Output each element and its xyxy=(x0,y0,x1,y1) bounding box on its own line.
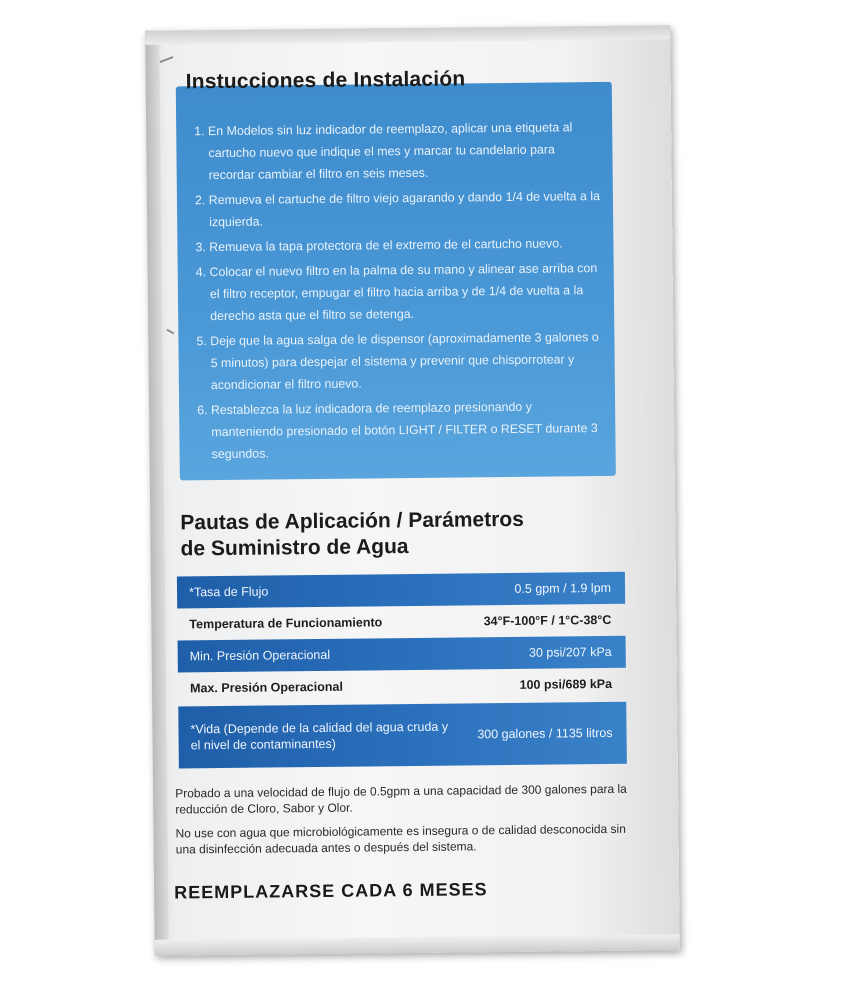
replace-notice: REEMPLAZARSE CADA 6 MESES xyxy=(174,879,488,903)
installation-step: 4. Colocar el nuevo filtro en la palma de su mano y alinear ase arriba con el filtro receptor, empugar el filtro hacia arriba y de 1/4 de vuelta a la derecho asta que el filtro se detenga. xyxy=(195,261,598,324)
param-value: 0.5 gpm / 1.9 lpm xyxy=(514,580,612,596)
tested-note: Probado a una velocidad de flujo de 0.5gpm a una capacidad de 300 galones para la reducción de Cloro, Sabor y Olor. xyxy=(175,781,627,817)
param-value: 34°F-100°F / 1°C-38°C xyxy=(483,612,612,629)
filter-box xyxy=(145,25,680,955)
installation-step: 3. Remueva la tapa protectora de el extremo de el cartucho nuevo. xyxy=(195,236,563,255)
installation-steps xyxy=(194,116,606,468)
installation-step: 1. En Modelos sin luz indicador de reemplazo, aplicar una etiqueta al cartucho nuevo que indique el mes y marcar tu candelario para recordar cambiar el filtro en seis meses. xyxy=(194,120,573,183)
param-row-flow-rate xyxy=(177,572,625,609)
installation-step: 6. Restablezca la luz indicadora de reemplazo presionando y manteniendo presionado el botón LIGHT / FILTER o RESET durante 3 segundos. xyxy=(197,399,598,462)
scratch-mark xyxy=(160,56,174,63)
scratch-mark xyxy=(166,329,174,335)
box-top-edge xyxy=(145,25,670,44)
box-bottom-edge xyxy=(155,934,680,955)
param-value: 100 psi/689 kPa xyxy=(519,676,613,692)
installation-step: 2. Remueva el cartuche de filtro viejo agarando y dando 1/4 de vuelta a la izquierda. xyxy=(194,189,601,230)
param-value: 300 galones / 1135 litros xyxy=(477,725,613,742)
param-row-min-pressure xyxy=(178,636,626,673)
param-value: 30 psi/207 kPa xyxy=(528,644,612,660)
guidelines-title-line2: de Suministro de Agua xyxy=(180,535,409,561)
param-row-max-pressure xyxy=(178,668,626,705)
guidelines-title-line1: Pautas de Aplicación / Parámetros xyxy=(180,507,524,535)
param-label: *Vida (Depende de la calidad del agua cruda y el nivel de contaminantes) xyxy=(190,719,449,753)
param-label: Min. Presión Operacional xyxy=(189,647,331,664)
param-row-temperature xyxy=(177,604,625,641)
warning-note: No use con agua que microbiológicamente es insegura o de calidad desconocida sin una disinfección adecuada antes o después del sistema. xyxy=(175,821,626,857)
parameters-table xyxy=(177,572,627,769)
installation-step: 5. Deje que la agua salga de le dispensor (aproximadamente 3 galones o 5 minutos) para despejar el sistema y prevenir que chisporrotear y acondicionar el filtro nuevo. xyxy=(196,330,599,393)
param-label: *Tasa de Flujo xyxy=(188,584,269,600)
guidelines-title xyxy=(180,506,641,563)
installation-title: Instucciones de Instalación xyxy=(185,67,466,94)
box-left-edge xyxy=(145,31,169,956)
param-row-life xyxy=(178,702,627,769)
param-label: Temperatura de Funcionamiento xyxy=(189,615,383,632)
param-label: Max. Presión Operacional xyxy=(189,679,343,696)
installation-panel xyxy=(176,82,616,481)
